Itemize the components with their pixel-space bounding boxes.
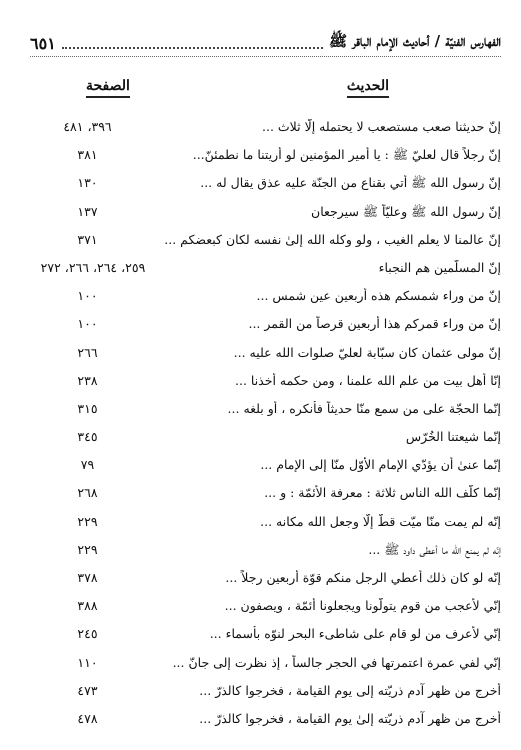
- page-ref: ٣٤٥: [77, 429, 98, 445]
- index-row: [30, 397, 501, 425]
- hadith-text: إنّه لم يمت منّا ميّت قطّ إلّا وجعل الله مكانه ...: [260, 513, 501, 529]
- hadith-text: إنّ من وراء شمسكم هذه أربعين عين شمس ...: [256, 288, 501, 304]
- index-row: [30, 341, 501, 369]
- page-ref: ٣٧٨: [77, 570, 98, 585]
- column-header-page: الصفحة: [86, 78, 130, 98]
- index-row: [30, 115, 501, 143]
- index-row: [30, 369, 501, 397]
- hadith-text: إنّ رسول الله ﷺ أُتي بقناع من الجنّة عليه عذق يقال له ...: [200, 175, 501, 191]
- hadith-text: إنّ حديثنا صعب مستصعب لا يحتمله إلّا ثلاث ...: [262, 119, 501, 134]
- column-header-hadith: الحديث: [347, 78, 389, 98]
- hadith-text: أخرج من ظهر آدم ذريّته إلى يوم القيامة ، فخرجوا كالذرّ ...: [199, 682, 501, 698]
- hadith-text: إنّما الحجّة على من سمع منّا حديثاً فأنكره ، أو بلغه ...: [227, 400, 501, 416]
- page-ref: ٢٦٨: [77, 485, 98, 501]
- running-title: الفهارس الفنيّة / أحاديث الإمام الباقر ﷺ: [328, 32, 501, 50]
- page-ref: ٣٨١: [77, 147, 98, 163]
- hadith-text: إنّما شيعتنا الخُرّس: [405, 429, 501, 445]
- running-header: [30, 30, 501, 57]
- page-ref: ٧٩: [80, 457, 95, 473]
- page-ref: ١٠٠: [77, 316, 98, 332]
- hadith-text: إنّ عالمنا لا يعلم الغيب ، ولو وكله الله إلىٰ نفسه لكان كبعضكم ...: [164, 231, 501, 247]
- page-ref: ٣٨٨: [77, 598, 98, 614]
- index-row: [30, 651, 501, 679]
- page-ref: ٢٢٩: [77, 513, 98, 529]
- hadith-text: أخرج من ظهر آدم ذريّته إلىٰ يوم القيامة ، فخرجوا كالذرّ ...: [199, 710, 501, 726]
- hadith-text: إنّ من وراء قمركم هذا أربعين قرصاً من القمر ...: [248, 316, 501, 332]
- hadith-text: إنّي لأعرف من لو قام على شاطىء البحر لنوّه بأسماء ...: [209, 626, 501, 642]
- hadith-text: إنّ رجلاً قال لعليّ ﷺ : يا أمير المؤمنين لو أريتنا ما نطمئنّ...: [192, 147, 501, 163]
- index-row: [30, 425, 501, 453]
- page-number: ٦٥١: [30, 33, 56, 53]
- leader-dots: [62, 38, 323, 49]
- index-list: [30, 115, 501, 735]
- page-ref: ١٣٠: [77, 175, 98, 191]
- index-row: [30, 228, 501, 256]
- index-row: [30, 481, 501, 509]
- index-row: [30, 312, 501, 340]
- page-ref: ٢٤٥: [77, 626, 98, 642]
- column-headers: [30, 78, 501, 104]
- page-ref: ٣٩٦، ٤٨١: [63, 119, 112, 134]
- page-ref: ٢٢٩: [77, 541, 98, 557]
- index-row: [30, 622, 501, 650]
- page-ref: ٢٥٩، ٢٦٤، ٢٦٦، ٢٧٢: [40, 259, 146, 275]
- hadith-text: إنّي لفي عمرة اعتمرتها في الحجر جالساً ، إذ نظرت إلى جانّ ...: [172, 654, 501, 670]
- page-ref: ٣١٥: [77, 400, 98, 416]
- index-row: [30, 453, 501, 481]
- hadith-text: إنّ رسول الله ﷺ وعليّاً ﷺ سيرجعان: [311, 203, 501, 219]
- hadith-text: إنّي لأعجب من قوم يتولّونا ويجعلونا أئمّة ، ويصفون ...: [224, 598, 501, 614]
- page-ref: ١٣٧: [77, 203, 98, 219]
- page-ref: ١١٠: [77, 654, 98, 670]
- hadith-text: إنّه لم يمنع الله ما أعطى داود ﷺ ...: [368, 541, 501, 557]
- index-row: [30, 566, 501, 594]
- index-row: [30, 594, 501, 622]
- index-row: [30, 200, 501, 228]
- index-row: [30, 143, 501, 171]
- hadith-text: إنّما عنىٰ أن يؤدّي الإمام الأوّل منّا إلى الإمام ...: [260, 457, 501, 473]
- index-row: [30, 256, 501, 284]
- page-ref: ٢٦٦: [77, 344, 98, 360]
- hadith-text: إنّما كلّف الله الناس ثلاثة : معرفة الأئمّة : و ...: [264, 485, 501, 501]
- page-ref: ٤٧٣: [77, 682, 98, 698]
- index-row: [30, 171, 501, 199]
- hadith-text: إنّ المسلّمين هم النجباء: [378, 259, 501, 275]
- page-ref: ٤٧٨: [77, 710, 98, 726]
- index-row: [30, 538, 501, 566]
- index-row: [30, 510, 501, 538]
- hadith-text: إنّا أهل بيت من علم الله علمنا ، ومن حكمه أخذنا ...: [235, 372, 501, 388]
- hadith-text: إنّ مولى عثمان كان سبّابة لعليّ صلوات الله عليه ...: [233, 344, 501, 360]
- page-ref: ١٠٠: [77, 288, 98, 304]
- hadith-text: إنّه لو كان ذلك أُعطي الرجل منكم قوّة أربعين رجلاً ...: [225, 570, 501, 585]
- index-row: [30, 679, 501, 707]
- page-ref: ٢٣٨: [77, 372, 98, 388]
- index-row: [30, 707, 501, 735]
- page-ref: ٣٧١: [77, 231, 98, 247]
- index-row: [30, 284, 501, 312]
